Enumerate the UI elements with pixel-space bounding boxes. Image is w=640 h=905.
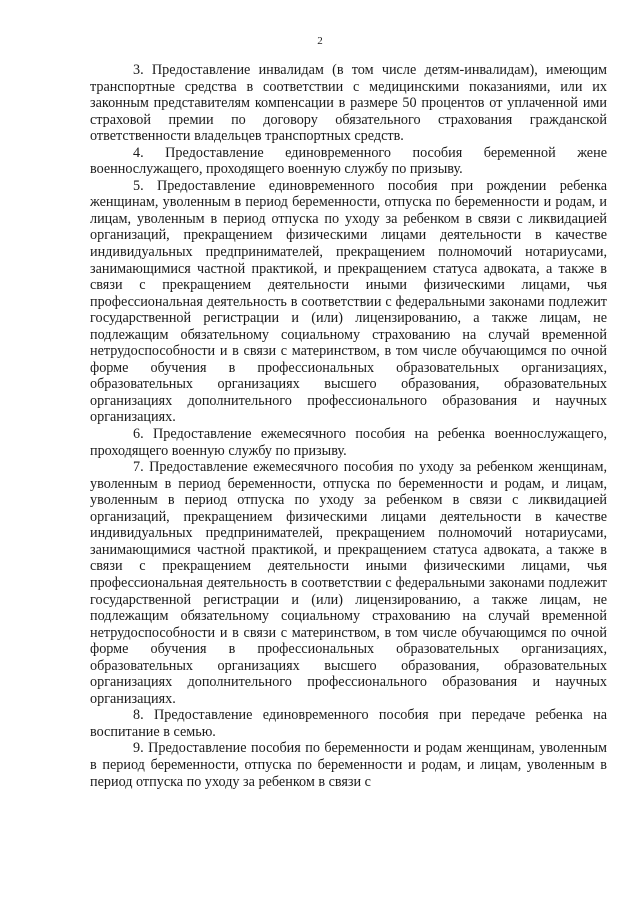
paragraph-item-3: 3. Предоставление инвалидам (в том числе детям-инвалидам), имеющим транспортные средства в соответствии с медицинскими показаниями, или их законным представителям компенсации в размере 50 процентов от уплаченной ими страховой премии по договору обязательного страхования гражданской ответственности владельцев транспортных средств. bbox=[90, 62, 607, 145]
paragraph-item-5: 5. Предоставление единовременного пособия при рождении ребенка женщинам, уволенным в период беременности, отпуска по беременности и родам, и лицам, уволенным в период отпуска по уходу за ребенком в связи с ликвидацией организаций, прекращением физическими лицами деятельности в качестве индивидуальных предпринимателей, прекращением полномочий нотариусами, занимающимися частной практикой, и прекращением статуса адвоката, а также в связи с прекращением деятельности иными физическими лицами, чья профессиональная деятельность в соответствии с федеральными законами подлежит государственной регистрации и (или) лицензированию, а также лицам, не подлежащим обязательному социальному страхованию на случай временной нетрудоспособности и в связи с материнством, в том числе обучающимся по очной форме обучения в профессиональных образовательных организациях, образовательных организациях высшего образования, образовательных организациях дополнительного профессионального образования и научных организациях. bbox=[90, 177, 607, 426]
paragraph-item-8: 8. Предоставление единовременного пособия при передаче ребенка на воспитание в семью. bbox=[90, 707, 607, 740]
paragraph-item-9: 9. Предоставление пособия по беременности и родам женщинам, уволенным в период беременности, отпуска по беременности и родам, и лицам, уволенным в период отпуска по уходу за ребенком в связи с bbox=[90, 740, 607, 790]
paragraph-item-6: 6. Предоставление ежемесячного пособия на ребенка военнослужащего, проходящего военную службу по призыву. bbox=[90, 426, 607, 459]
paragraph-item-4: 4. Предоставление единовременного пособия беременной жене военнослужащего, проходящего военную службу по призыву. bbox=[90, 144, 607, 178]
page-number: 2 bbox=[317, 35, 323, 47]
paragraph-item-7: 7. Предоставление ежемесячного пособия по уходу за ребенком женщинам, уволенным в период беременности, отпуска по беременности и родам, и лицам, уволенным в период отпуска по уходу за ребенком в связи с ликвидацией организаций, прекращением физическими лицами деятельности в качестве индивидуальных предпринимателей, прекращением полномочий нотариусами, занимающимися частной практикой, и прекращением статуса адвоката, а также в связи с прекращением деятельности иными физическими лицами, чья профессиональная деятельность в соответствии с федеральными законами подлежит государственной регистрации и (или) лицензированию, а также лицам, не подлежащим обязательному социальному страхованию на случай временной нетрудоспособности и в связи с материнством, в том числе обучающимся по очной форме обучения в профессиональных образовательных организациях, образовательных организациях высшего образования, образовательных организациях дополнительного профессионального образования и научных организациях. bbox=[90, 459, 607, 707]
document-body bbox=[90, 62, 607, 790]
